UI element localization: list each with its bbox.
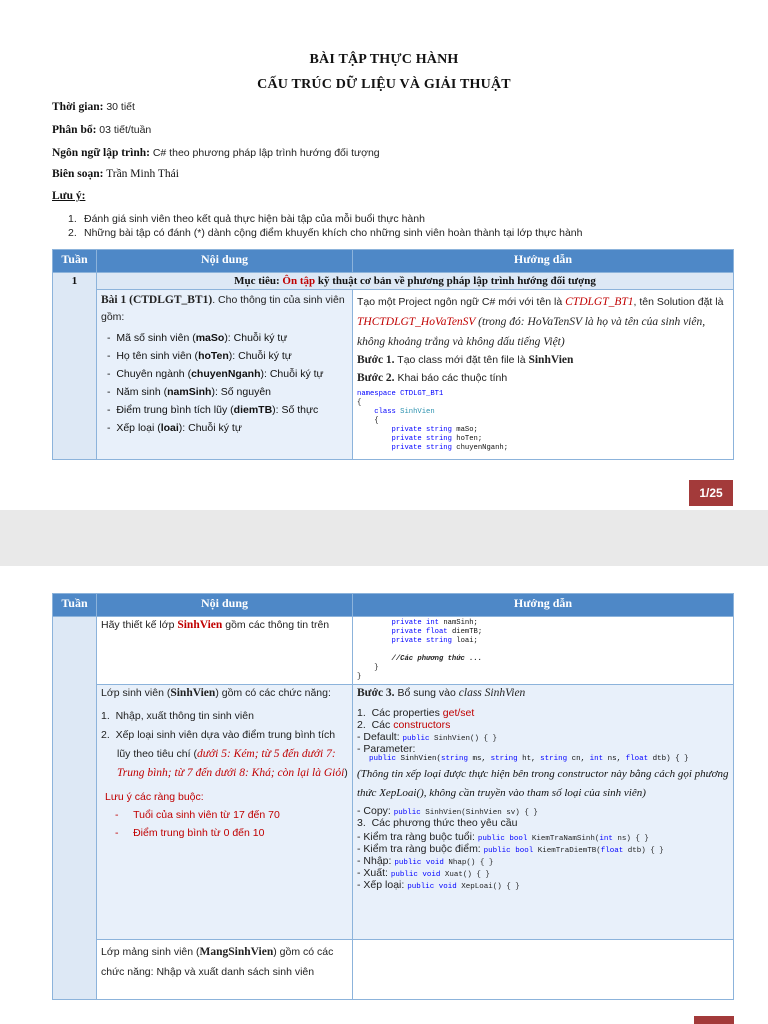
step-3-guide: Bước 3. Bổ sung vào class SinhVien 1. Các properties get/set 2. Các constructors - Default: public SinhVien() { } - Parameter: public SinhVien(string ms, string ht, string cn, int ns, float dtb) { } (Thông tin xếp loại được thực hiện bên trong constructor này bằng cách gọi phương thức XepLoai(), không cần truyền vào tham số loại của sinh viên) - Copy: public SinhVien(SinhVien sv) { } 3. Các phương thức theo yêu cầu - Kiểm tra ràng buộc tuổi: public bool KiemTraNamSinh(int ns) { } - Kiểm tra ràng buộc điểm: public bool KiemTraDiemTB(float dtb) { } - Nhập: public void Nhap() { } - Xuất: public void Xuat() { } - Xếp loại: public void XepLoai() { } — [353, 685, 734, 940]
method-signature: - Nhập: public void Nhap() { } — [357, 855, 494, 867]
col-header-week: Tuần — [53, 594, 97, 617]
code-line: namespace CTDLGT_BT1 — [357, 390, 444, 398]
meta-time: Thời gian: 30 tiết — [52, 101, 135, 113]
step-1: Bước 1. Tạo class mới đặt tên file là SinhVien — [357, 354, 574, 366]
doc-title-line2: CẤU TRÚC DỮ LIỆU VÀ GIẢI THUẬT — [257, 77, 511, 92]
constraint-item: - Điểm trung bình từ 0 đến 10 — [115, 827, 265, 839]
constructor-default: - Default: public SinhVien() { } — [357, 731, 498, 743]
code-line: private float diemTB; — [391, 628, 483, 636]
constraint-item: - Tuổi của sinh viên từ 17 đến 70 — [115, 809, 280, 821]
col-header-guide: Hướng dẫn — [353, 250, 734, 273]
code-line: private int namSinh; — [391, 619, 478, 627]
week-number: 1 — [53, 273, 97, 460]
code-line: private string hoTen; — [391, 435, 483, 443]
method-item: 1. Nhập, xuất thông tin sinh viên — [101, 710, 254, 722]
method-signature: - Xuất: public void Xuat() { } — [357, 867, 490, 879]
step-3-item: 2. Các constructors — [357, 719, 451, 731]
field-list — [101, 332, 348, 434]
constructor-parameter: - Parameter: — [357, 743, 416, 755]
meta-language: Ngôn ngữ lập trình: C# theo phương pháp lập trình hướng đối tượng — [52, 147, 380, 159]
code-line: { — [357, 399, 362, 407]
page-number-badge: 1/25 — [689, 480, 733, 506]
note-item: 2. Những bài tập có đánh (*) dành cộng điểm khuyến khích cho những sinh viên hoàn thành tại lớp thực hành — [68, 227, 583, 239]
step-3-item: 3. Các phương thức theo yêu cầu — [357, 817, 518, 829]
week-cell — [53, 617, 97, 1000]
field-item: - Chuyên ngành (chuyenNganh): Chuỗi ký tự — [107, 368, 324, 380]
exercise-table — [52, 249, 734, 460]
field-item: - Điểm trung bình tích lũy (diemTB): Số thực — [107, 404, 319, 416]
code-line: //Các phương thức ... — [357, 655, 483, 663]
code-line: private string loai; — [391, 637, 478, 645]
code-line: } — [357, 664, 379, 672]
code-line: } — [357, 673, 362, 681]
col-header-guide: Hướng dẫn — [353, 594, 734, 617]
note-item: 1. Đánh giá sinh viên theo kết quả thực hiện bài tập của mỗi buổi thực hành — [68, 213, 425, 225]
constructor-parameter-code: public SinhVien(string ms, string ht, string cn, int ns, float dtb) { } — [369, 755, 689, 763]
field-item: - Năm sinh (namSinh): Số nguyên — [107, 386, 271, 398]
field-item: - Họ tên sinh viên (hoTen): Chuỗi ký tự — [107, 350, 292, 362]
class-methods-content: Lớp sinh viên (SinhVien) gồm có các chức năng: 1. Nhập, xuất thông tin sinh viên 2. Xếp loại sinh viên dựa vào điểm trung bình tích lũy theo tiêu chí (dưới 5: Kém; từ 5 đến dưới 7: Trung bình; từ 7 đến dưới 8: Khá; còn lại là Giỏi) Lưu ý các ràng buộc: - Tuổi của sinh viên từ 17 đến 70 - Điểm trung bình từ 0 đến 10 — [97, 685, 353, 940]
document-page-1 — [0, 0, 768, 510]
code-snippet-1 — [357, 390, 729, 453]
meta-allocation: Phân bổ: 03 tiết/tuần — [52, 124, 152, 136]
code-line: private string chuyenNganh; — [391, 444, 509, 452]
constructor-note: (Thông tin xếp loại được thực hiện bên trong constructor này bằng cách gọi phương thức XepLoai(), không cần truyền vào tham số loại của sinh viên) — [357, 768, 729, 799]
code-snippet-2-cell — [353, 617, 734, 685]
array-class-guide — [353, 940, 734, 1000]
col-header-week: Tuần — [53, 250, 97, 273]
col-header-content: Nội dung — [97, 594, 353, 617]
field-item: - Xếp loại (loai): Chuỗi ký tự — [107, 422, 242, 434]
document-page-2 — [0, 566, 768, 1024]
note-heading: Lưu ý: — [52, 190, 86, 202]
field-item: - Mã số sinh viên (maSo): Chuỗi ký tự — [107, 332, 288, 344]
array-class-content: Lớp mảng sinh viên (MangSinhVien) gồm có các chức năng: Nhập và xuất danh sách sinh viên — [97, 940, 353, 1000]
exercise-1-guide — [353, 290, 734, 460]
code-line: class SinhVien — [374, 408, 435, 416]
project-instructions: Tạo một Project ngôn ngữ C# mới với tên là CTDLGT_BT1, tên Solution đặt là THCTDLGT_HoVaTenSV (trong đó: HoVaTenSV là họ và tên của sinh viên, không khoảng trắng và không dấu tiếng Việt) — [357, 296, 724, 348]
method-item: 2. Xếp loại sinh viên dựa vào điểm trung bình tích lũy theo tiêu chí (dưới 5: Kém; từ 5 đến dưới 7: Trung bình; từ 7 đến dưới 8: Khá; còn lại là Giỏi) — [101, 729, 348, 779]
step-2: Bước 2. Khai báo các thuộc tính — [357, 372, 508, 384]
col-header-content: Nội dung — [97, 250, 353, 273]
page-number-badge-partial — [694, 1016, 734, 1024]
design-task: Hãy thiết kế lớp SinhVien gồm các thông tin trên — [97, 617, 353, 685]
week-goal: Mục tiêu: Ôn tập kỹ thuật cơ bản về phương pháp lập trình hướng đối tượng — [97, 273, 734, 290]
code-snippet-2 — [357, 619, 729, 682]
constraints-label: Lưu ý các ràng buộc: — [105, 791, 204, 803]
code-line: private string maSo; — [391, 426, 478, 434]
doc-title-line1: BÀI TẬP THỰC HÀNH — [309, 52, 459, 67]
method-signature: - Kiểm tra ràng buộc tuổi: public bool KiemTraNamSinh(int ns) { } — [357, 831, 649, 843]
code-line: { — [357, 417, 379, 425]
exercise-1-content: Bài 1 (CTDLGT_BT1). Cho thông tin của sinh viên gồm: - Mã số sinh viên (maSo): Chuỗi ký tự - Họ tên sinh viên (hoTen): Chuỗi ký tự - Chuyên ngành (chuyenNganh): Chuỗi ký tự - Năm sinh (namSinh): Số nguyên - Điểm trung bình tích lũy (diemTB): Số thực - Xếp loại (loai): Chuỗi ký tự — [97, 290, 353, 460]
method-signature: - Xếp loại: public void XepLoai() { } — [357, 879, 520, 891]
meta-author: Biên soạn: Trần Minh Thái — [52, 168, 179, 180]
exercise-table-continued — [52, 593, 734, 1000]
step-3-item: 1. Các properties get/set — [357, 707, 475, 719]
method-signature: - Kiểm tra ràng buộc điểm: public bool KiemTraDiemTB(float dtb) { } — [357, 843, 664, 855]
constructor-copy: - Copy: public SinhVien(SinhVien sv) { } — [357, 805, 538, 817]
